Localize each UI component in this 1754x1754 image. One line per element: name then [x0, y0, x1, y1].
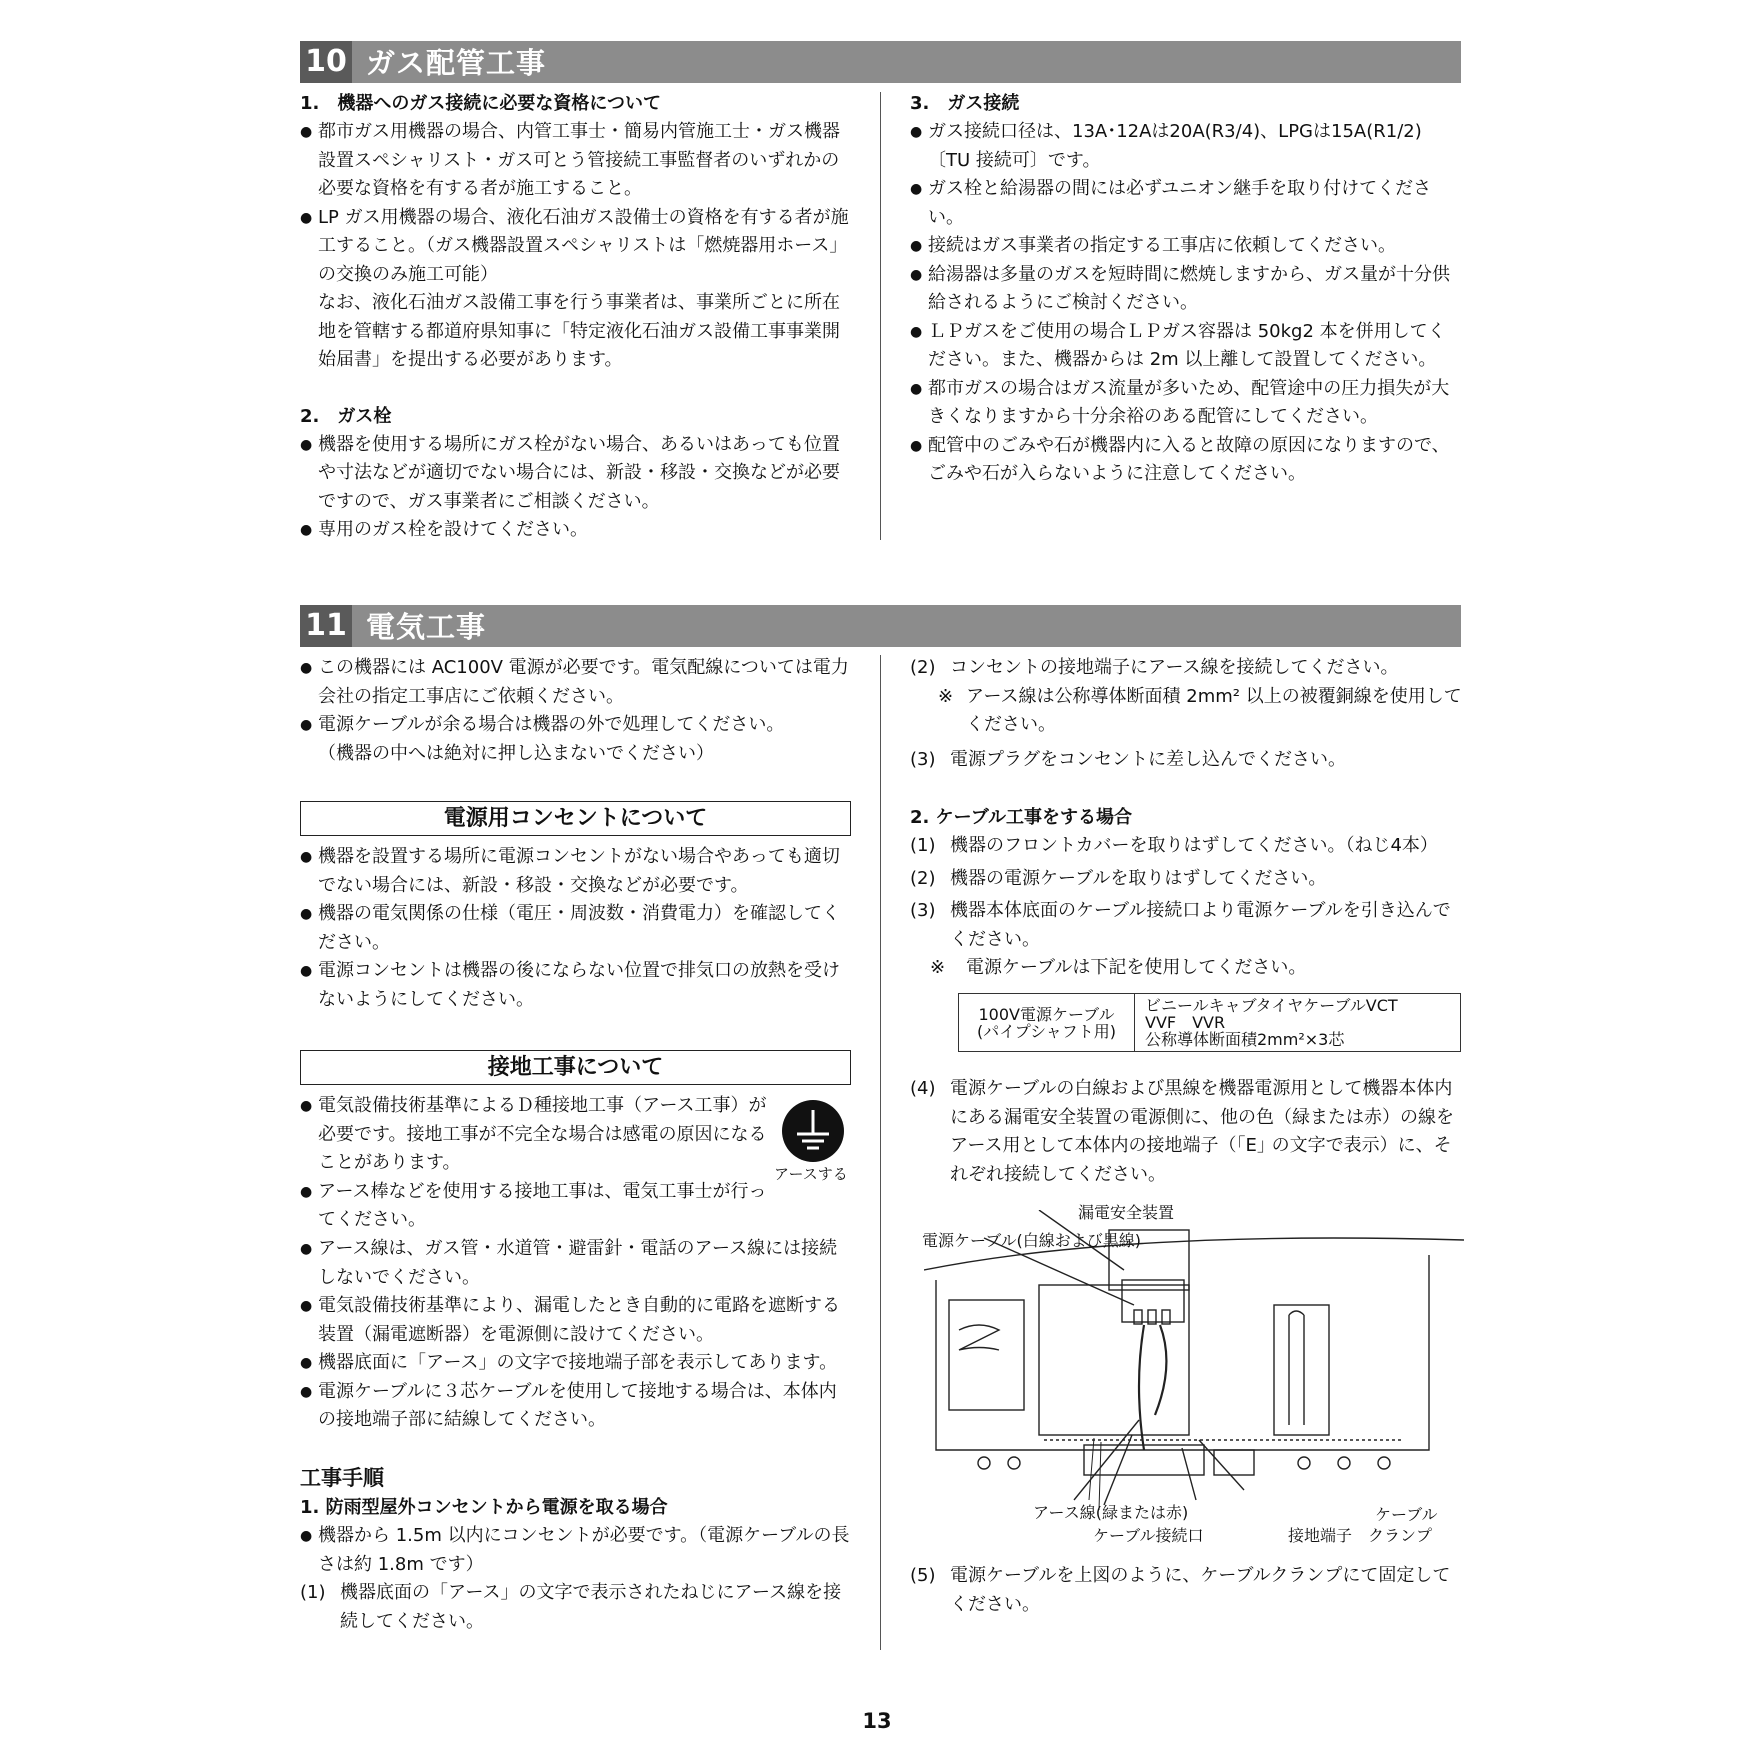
fig-label-cable-clamp-1: ケーブル	[1375, 1505, 1438, 1524]
step-label: (2)	[910, 657, 936, 678]
bullet-item: ● 都市ガス用機器の場合、内管工事士・簡易内管施工士・ガス機器設置スペシャリスト・ガス可とう管接続工事監督者のいずれかの必要な資格を有する者が施工すること。	[300, 118, 852, 204]
bullet-item: ● 機器から 1.5m 以内にコンセントが必要です。（電源ケーブルの長さは約 1.8m です）	[300, 1522, 852, 1579]
section-number: 11	[300, 605, 352, 647]
earth-section-top	[300, 1092, 770, 1235]
bullet-item: ● LP ガス用機器の場合、液化石油ガス設備士の資格を有する者が施工すること。（ガス機器設置スペシャリストは「燃焼器用ホース」の交換のみ施工可能）	[300, 204, 852, 290]
bullet-item: ● 都市ガスの場合はガス流量が多いため、配管途中の圧力損失が大きくなりますから十分余裕のある配管にしてください。	[910, 375, 1462, 432]
note-item	[938, 683, 1462, 740]
subsection-heading: 2. ケーブル工事をする場合	[910, 807, 1133, 828]
bullet-item: ● この機器には AC100V 電源が必要です。電気配線については電力会社の指定工事店にご依頼ください。	[300, 654, 852, 711]
table-cell	[959, 994, 1135, 1052]
subsection-heading: 1. 防雨型屋外コンセントから電源を取る場合	[300, 1497, 668, 1518]
outlet-section	[300, 843, 852, 1014]
bullet-item: ● アース棒などを使用する接地工事は、電気工事士が行ってください。	[300, 1178, 770, 1235]
bullet-item: ● 専用のガス栓を設けてください。	[300, 516, 852, 545]
column-divider	[880, 655, 881, 1650]
step-label: (5)	[910, 1565, 936, 1586]
bullet-item: ● 電源ケーブルが余る場合は機器の外で処理してください。	[300, 711, 852, 740]
section-title: ガス配管工事	[366, 46, 547, 80]
step-text: コンセントの接地端子にアース線を接続してください。	[950, 657, 1399, 678]
outlet-box-heading: 電源用コンセントについて	[300, 801, 851, 836]
step-text: 機器の電源ケーブルを取りはずしてください。	[950, 867, 1327, 889]
bullet-item: ● ガス接続口径は、13A･12Aは20A(R3/4)、LPGは15A(R1/2)〔TU 接続可〕です。	[910, 118, 1462, 175]
subsection-heading: 3. ガス接続	[910, 93, 1020, 114]
sec11-intro	[300, 654, 852, 768]
note-mark: ※	[930, 957, 946, 978]
fig-label-power-cable: 電源ケーブル(白線および黒線)	[922, 1231, 1142, 1250]
cell-line: ビニールキャブタイヤケーブルVCT	[1145, 996, 1398, 1015]
bullet-item: ● 機器を使用する場所にガス栓がない場合、あるいはあっても位置や寸法などが適切でない場合には、新設・移設・交換などが必要ですので、ガス事業者にご相談ください。	[300, 431, 852, 517]
note-text: アース線は公称導体断面積 2mm² 以上の被覆銅線を使用してください。	[966, 685, 1462, 735]
bullet-item: ● 接続はガス事業者の指定する工事店に依頼してください。	[910, 232, 1462, 261]
note-text: 電源ケーブルは下記を使用してください。	[966, 957, 1307, 978]
section-11-header	[300, 605, 1461, 647]
step-label: (3)	[910, 748, 936, 770]
section-number: 10	[300, 41, 352, 83]
section-10-header	[300, 41, 1461, 83]
earth-section-bottom	[300, 1235, 852, 1435]
bullet-item: ● ガス栓と給湯器の間には必ずユニオン継手を取り付けてください。	[910, 175, 1462, 232]
step-label: (4)	[910, 1078, 936, 1099]
subsection-heading: 2. ガス栓	[300, 405, 392, 427]
step-item	[910, 654, 1462, 683]
bullet-item: ● 電源ケーブルに３芯ケーブルを使用して接地する場合は、本体内の接地端子部に結線してください。	[300, 1378, 852, 1435]
step-text: 電源ケーブルの白線および黒線を機器電源用として機器本体内にある漏電安全装置の電源側に、他の色（緑または赤）の線をアース用として本体内の接地端子（｢E｣ の文字で表示）に、それぞれ接続してください。	[950, 1078, 1454, 1185]
paragraph: （機器の中へは絶対に押し込まないでください）	[318, 742, 714, 764]
paragraph: なお、液化石油ガス設備工事を行う事業者は、事業所ごとに所在地を管轄する都道府県知事に「特定液化石油ガス設備工事事業開始届書」を提出する必要があります。	[318, 292, 840, 370]
page-number: 13	[862, 1709, 892, 1733]
cell-line: (パイプシャフト用)	[976, 1021, 1117, 1041]
step-label: (1)	[910, 835, 936, 856]
bullet-item: ● 機器を設置する場所に電源コンセントがない場合やあっても適切でない場合には、新設・移設・交換などが必要です。	[300, 843, 852, 900]
fig-label-leakage-device: 漏電安全装置	[1078, 1203, 1175, 1222]
earth-box-heading: 接地工事について	[300, 1050, 851, 1085]
sec10-left-column	[300, 90, 852, 545]
ground-icon-label: アースする	[774, 1165, 848, 1183]
bullet-item: ● ＬＰガスをご使用の場合ＬＰガス容器は 50kg2 本を併用してください。また、機器からは 2m 以上離して設置してください。	[910, 318, 1462, 375]
bullet-item: ● 電気設備技術基準によるＤ種接地工事（アース工事）が必要です。接地工事が不完全な場合は感電の原因になることがあります。	[300, 1092, 770, 1178]
step-label: (3)	[910, 900, 936, 921]
section-title: 電気工事	[366, 610, 487, 644]
ground-symbol-icon	[780, 1098, 846, 1164]
wiring-diagram	[924, 1210, 1464, 1510]
table-row	[959, 994, 1461, 1052]
step-text: 機器のフロントカバーを取りはずしてください。（ねじ4本）	[950, 835, 1438, 856]
bullet-item: ● 電源コンセントは機器の後にならない位置で排気口の放熱を受けないようにしてください。	[300, 957, 852, 1014]
fig-label-earth-wire: アース線(緑または赤)	[1033, 1503, 1189, 1522]
bullet-item: ● アース線は、ガス管・水道管・避雷針・電話のアース線には接続しないでください。	[300, 1235, 852, 1292]
bullet-item: ● 電気設備技術基準により、漏電したとき自動的に電路を遮断する装置（漏電遮断器）を電源側に設けてください。	[300, 1292, 852, 1349]
procedure-section	[300, 1462, 852, 1636]
fig-label-cable-port: ケーブル接続口	[1093, 1526, 1204, 1545]
step-label: (1)	[300, 1582, 326, 1603]
step-item	[910, 1562, 1462, 1619]
table-cell	[1135, 994, 1461, 1052]
cell-line: 公称導体断面積2mm²×3芯	[1145, 1030, 1345, 1049]
note-item	[930, 954, 1462, 983]
step-text: 電源ケーブルを上図のように、ケーブルクランプにて固定してください。	[950, 1565, 1451, 1615]
cell-line: 100V電源ケーブル	[978, 1004, 1115, 1024]
bullet-item: ● 給湯器は多量のガスを短時間に燃焼しますから、ガス量が十分供給されるようにご検討ください。	[910, 261, 1462, 318]
step-item	[910, 1075, 1462, 1189]
step-4	[910, 1075, 1462, 1189]
step-text: 電源プラグをコンセントに差し込んでください。	[950, 748, 1346, 770]
sec11-right-column	[910, 654, 1462, 983]
step-item	[300, 1579, 852, 1636]
subsection-heading: 1. 機器へのガス接続に必要な資格について	[300, 93, 662, 114]
step-5	[910, 1562, 1462, 1619]
cable-spec-table	[958, 993, 1461, 1052]
procedure-heading: 工事手順	[300, 1466, 384, 1490]
step-text: 機器底面の「アース」の文字で表示されたねじにアース線を接続してください。	[340, 1582, 842, 1632]
fig-label-cable-clamp-2: クランプ	[1368, 1526, 1433, 1545]
column-divider	[880, 92, 881, 540]
cell-line: VVF VVR	[1145, 1013, 1226, 1032]
step-text: 機器本体底面のケーブル接続口より電源ケーブルを引き込んでください。	[950, 900, 1451, 950]
step-item	[910, 832, 1462, 861]
sec10-right-column	[910, 90, 1462, 489]
step-label: (2)	[910, 867, 936, 889]
note-mark: ※	[938, 685, 954, 707]
bullet-item: ● 機器底面に「アース」の文字で接地端子部を表示してあります。	[300, 1349, 852, 1378]
step-item	[910, 865, 1462, 894]
step-item	[910, 897, 1462, 954]
bullet-item: ● 機器の電気関係の仕様（電圧・周波数・消費電力）を確認してください。	[300, 900, 852, 957]
step-item	[910, 746, 1462, 775]
fig-label-ground-terminal: 接地端子	[1288, 1526, 1353, 1545]
bullet-item: ● 配管中のごみや石が機器内に入ると故障の原因になりますので、ごみや石が入らないように注意してください。	[910, 432, 1462, 489]
